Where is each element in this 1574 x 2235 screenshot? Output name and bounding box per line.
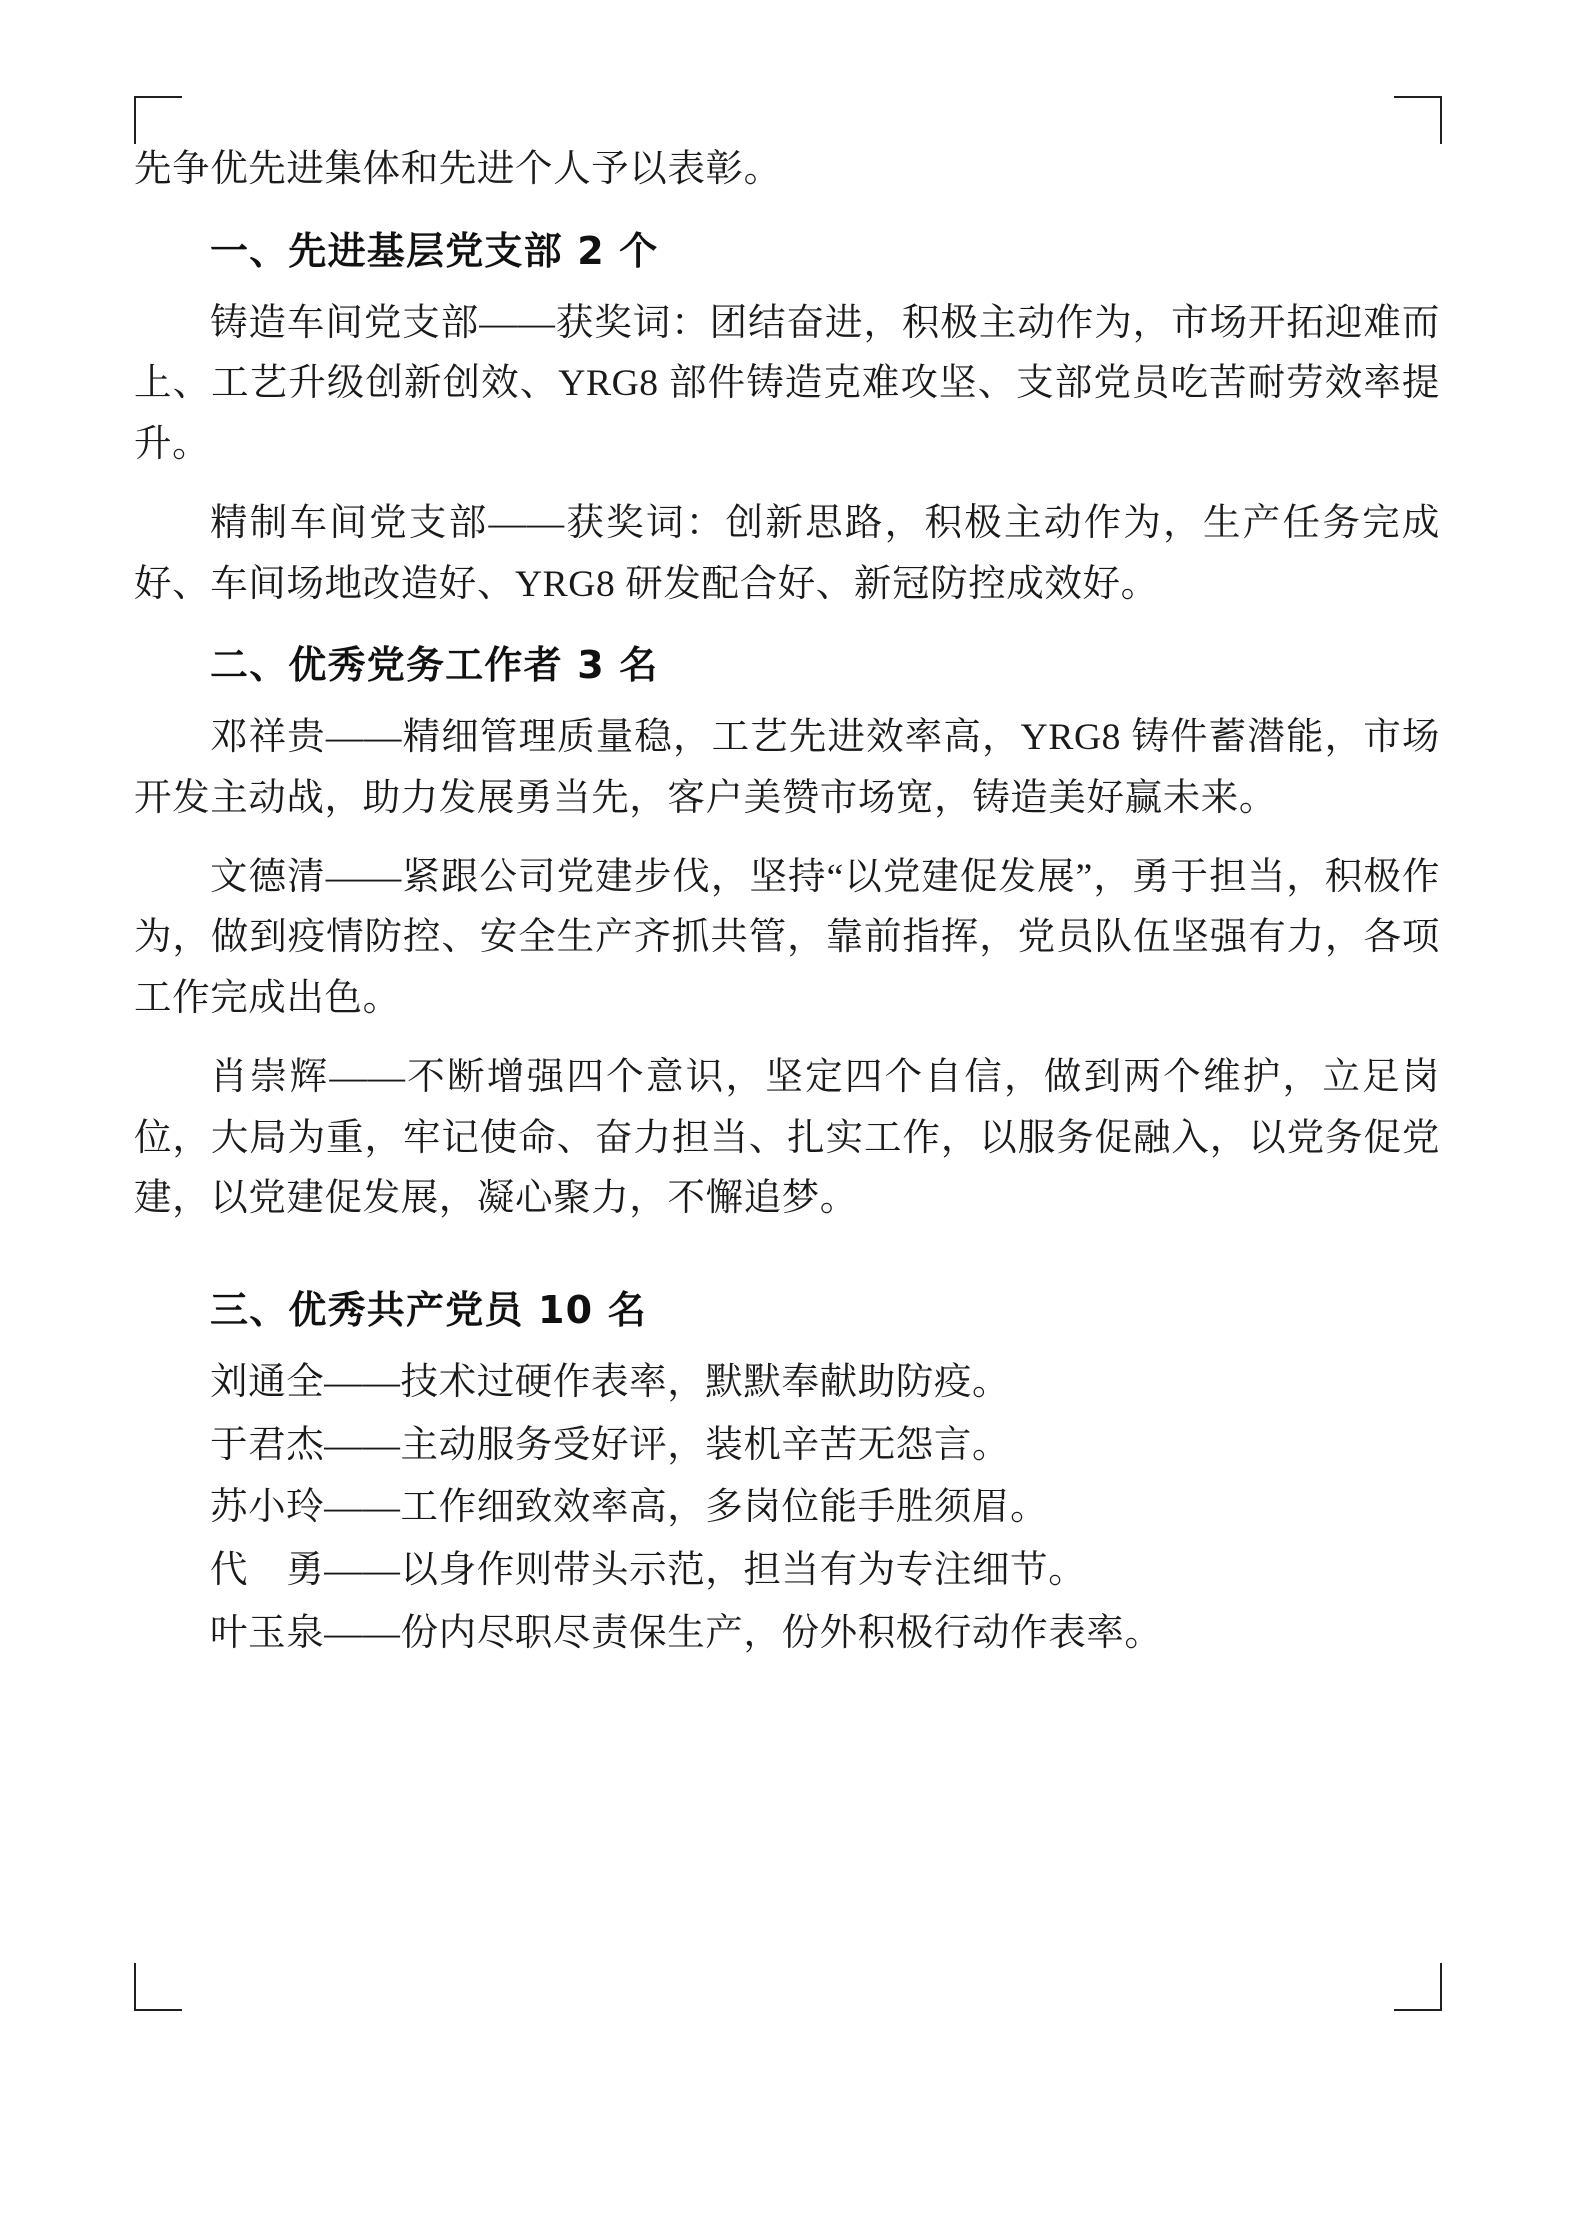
section-heading-1: 一、先进基层党支部 2 个 [210, 228, 659, 273]
list-item: 于君杰——主动服务受好评，装机辛苦无怨言。 [210, 1424, 1011, 1466]
list-item: 苏小玲——工作细致效率高，多岗位能手胜须眉。 [210, 1487, 1049, 1529]
crop-mark-top-left [134, 96, 182, 144]
crop-mark-top-right [1394, 96, 1442, 144]
section-spacer [134, 1234, 1440, 1260]
list-item: 刘通全——技术过硬作表率，默默奉献助防疫。 [210, 1361, 1011, 1403]
paragraph-spacer [134, 480, 1440, 494]
document-body [134, 140, 1440, 1667]
section-1-paragraph-2: 精制车间党支部——获奖词：创新思路，积极主动作为，生产任务完成好、车间场地改造好、YRG8 研发配合好、新冠防控成效好。 [134, 502, 1440, 605]
section-1-paragraph-1: 铸造车间党支部——获奖词：团结奋进，积极主动作为，市场开拓迎难而上、工艺升级创新创效、YRG8 部件铸造克难攻坚、支部党员吃苦耐劳效率提升。 [134, 302, 1440, 466]
list-item: 叶玉泉——份内尽职尽责保生产，份外积极行动作表率。 [210, 1612, 1163, 1654]
crop-mark-bottom-right [1394, 1963, 1442, 2011]
crop-mark-bottom-left [134, 1963, 182, 2011]
section-heading-3: 三、优秀共产党员 10 名 [210, 1288, 647, 1333]
list-item: 代 勇——以身作则带头示范，担当有为专注细节。 [210, 1550, 1087, 1592]
paragraph-spacer [134, 1034, 1440, 1048]
paragraph-spacer [134, 834, 1440, 848]
section-2-paragraph-2: 文德清——紧跟公司党建步伐，坚持“以党建促发展”，勇于担当，积极作为，做到疫情防控、安全生产齐抓共管，靠前指挥，党员队伍坚强有力，各项工作完成出色。 [134, 856, 1440, 1020]
section-heading-2: 二、优秀党务工作者 3 名 [210, 643, 659, 688]
section-2-paragraph-3: 肖崇辉——不断增强四个意识，坚定四个自信，做到两个维护，立足岗位，大局为重，牢记使命、奋力担当、扎实工作，以服务促融入，以党务促党建，以党建促发展，凝心聚力，不懈追梦。 [134, 1056, 1440, 1220]
section-2-paragraph-1: 邓祥贵——精细管理质量稳，工艺先进效率高，YRG8 铸件蓄潜能，市场开发主动战，助力发展勇当先，客户美赞市场宽，铸造美好赢未来。 [134, 717, 1440, 819]
lead-paragraph: 先争优先进集体和先进个人予以表彰。 [134, 149, 782, 190]
